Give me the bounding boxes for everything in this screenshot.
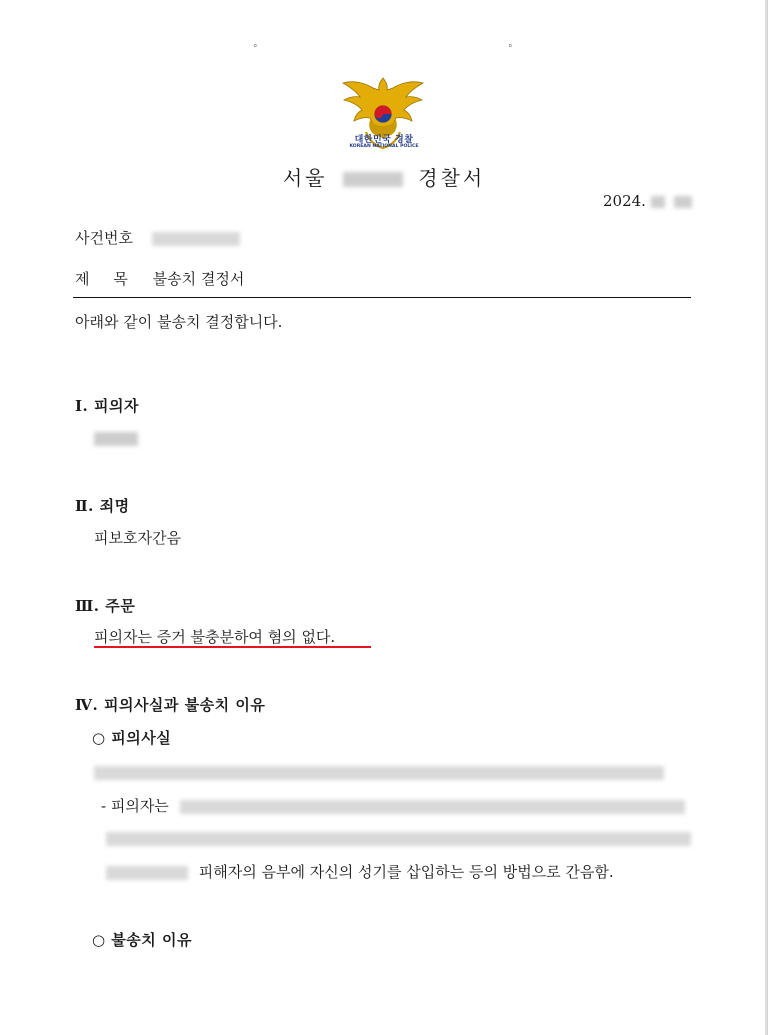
- facts-dash-prefix: - 피의자는: [101, 797, 169, 815]
- header-divider: [73, 297, 691, 298]
- intro-text: 아래와 같이 불송치 결정합니다.: [75, 313, 283, 331]
- facts-subheading: ○ 피의사실: [92, 729, 172, 747]
- redacted-district: [343, 172, 403, 187]
- redacted-case-number: [152, 232, 240, 246]
- case-number-label: 사건번호: [75, 229, 133, 247]
- date-year: 2024.: [603, 192, 646, 210]
- binding-mark: °: [508, 44, 513, 54]
- facts-tail-line: [106, 861, 614, 882]
- redacted-facts-line: [94, 763, 664, 781]
- section-charge-heading: Ⅱ. 죄명: [75, 497, 130, 515]
- section-ruling-heading: Ⅲ. 주문: [75, 597, 136, 615]
- subject-value: 불송치 결정서: [152, 270, 245, 288]
- redacted-suspect-name: [94, 429, 138, 447]
- redacted-facts-detail: [180, 800, 685, 814]
- section-facts-heading: Ⅳ. 피의사실과 불송치 이유: [75, 696, 266, 714]
- org-name-en: KOREAN NATIONAL POLICE: [349, 144, 419, 149]
- ruling-underline: [94, 646, 371, 648]
- redacted-facts-line: [106, 829, 691, 847]
- redacted-facts-fragment: [106, 866, 188, 880]
- case-number-row: [75, 227, 240, 248]
- redacted-day: [674, 196, 692, 208]
- org-name-kr: 대한민국 경찰: [354, 135, 414, 145]
- ruling-value: 피의자는 증거 불충분하여 혐의 없다.: [94, 628, 336, 646]
- binding-mark: °: [253, 44, 258, 54]
- redacted-month: [651, 196, 665, 208]
- subject-label: 제 목: [75, 270, 128, 288]
- document-date: [603, 192, 692, 210]
- subject-row: [75, 268, 244, 289]
- section-suspect-heading: Ⅰ. 피의자: [75, 397, 139, 415]
- title-city: 서울: [282, 166, 328, 190]
- title-station: 경찰서: [418, 166, 486, 190]
- facts-dash-line: [101, 795, 685, 816]
- page-title: [0, 162, 768, 191]
- charge-value: 피보호자간음: [94, 529, 181, 547]
- reasons-subheading: ○ 불송치 이유: [92, 931, 192, 949]
- facts-visible-tail: 피해자의 음부에 자신의 성기를 삽입하는 등의 방법으로 간음함.: [198, 863, 614, 881]
